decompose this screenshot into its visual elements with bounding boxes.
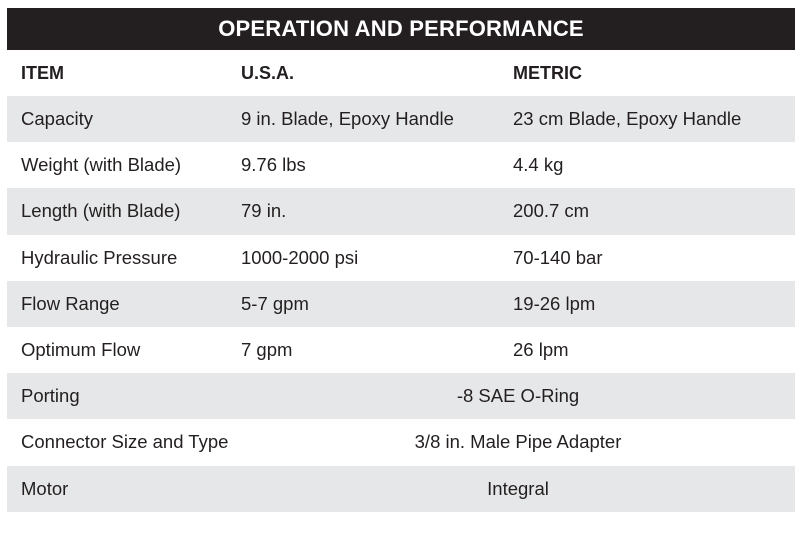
header-row [7,50,795,96]
row-usa-value: 5-7 gpm [241,292,309,314]
row-item: Porting [21,385,80,407]
row-metric-value: 26 lpm [513,339,569,361]
spec-table [7,8,795,512]
row-spanning-value: 3/8 in. Male Pipe Adapter [414,431,622,453]
row-usa-value: 9 in. Blade, Epoxy Handle [241,108,454,130]
table-row [7,373,795,419]
row-usa-value: 79 in. [241,200,287,222]
table-row [7,235,795,281]
row-metric-value: 19-26 lpm [513,292,596,314]
row-usa-value: 1000-2000 psi [241,246,359,268]
header-item: ITEM [21,62,64,83]
row-item: Motor [21,477,69,499]
row-item: Hydraulic Pressure [21,246,178,268]
row-metric-value: 23 cm Blade, Epoxy Handle [513,108,742,130]
row-item: Flow Range [21,292,120,314]
row-usa-value: 9.76 lbs [241,154,306,176]
row-usa-value: 7 gpm [241,339,293,361]
table-title: OPERATION AND PERFORMANCE [7,8,795,50]
table-row [7,327,795,373]
row-metric-value: 200.7 cm [513,200,590,222]
table-row [7,188,795,234]
table-row [7,96,795,142]
table-row [7,466,795,512]
header-usa: U.S.A. [241,62,295,83]
row-spanning-value: -8 SAE O-Ring [456,385,580,407]
table-row [7,419,795,465]
table-row [7,142,795,188]
row-metric-value: 70-140 bar [513,246,603,268]
row-item: Connector Size and Type [21,431,229,453]
row-item: Length (with Blade) [21,200,181,222]
header-metric: METRIC [513,62,582,83]
row-item: Weight (with Blade) [21,154,182,176]
row-metric-value: 4.4 kg [513,154,564,176]
row-spanning-value: Integral [487,477,549,499]
table-row [7,281,795,327]
row-item: Optimum Flow [21,339,141,361]
row-item: Capacity [21,108,93,130]
